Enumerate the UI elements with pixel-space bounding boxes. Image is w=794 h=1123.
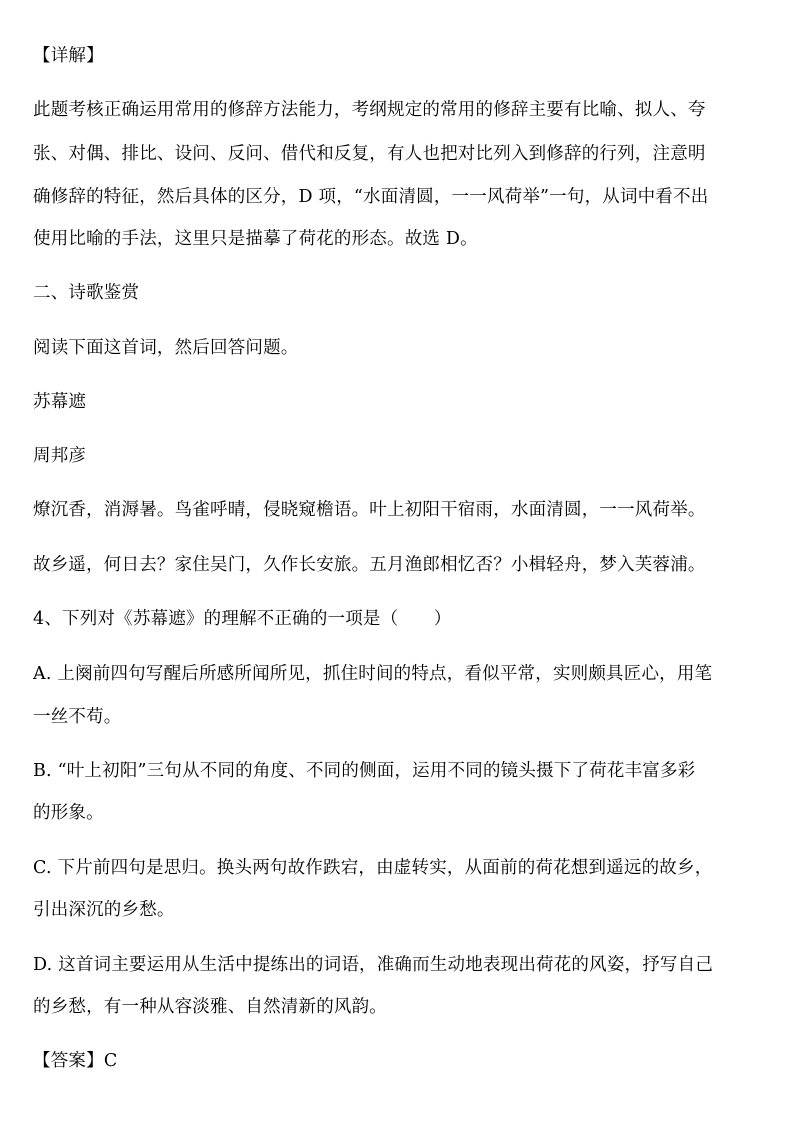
option-a-line2: 一丝不苟。: [33, 707, 122, 727]
option-a-line1: A. 上阕前四句写醒后所感所闻所见，抓住时间的特点，看似平常，实则颇具匠心，用笔: [33, 664, 713, 684]
poem-author: 周邦彦: [33, 446, 87, 466]
explanation-line: 此题考核正确运用常用的修辞方法能力，考纲规定的常用的修辞主要有比喻、拟人、夸: [33, 100, 706, 120]
poem-title: 苏幕遮: [33, 392, 87, 412]
answer-label: 【答案】: [33, 1051, 104, 1071]
instruction-text: 阅读下面这首词，然后回答问题。: [33, 338, 299, 358]
option-c-line1: C. 下片前四句是思归。换头两句故作跌宕，由虚转实，从面前的荷花想到遥远的故乡，: [33, 858, 713, 878]
option-c-line2: 引出深沉的乡愁。: [33, 900, 175, 920]
explanation-header: 【详解】: [33, 46, 104, 66]
option-b-line1: B. “叶上初阳”三句从不同的角度、不同的侧面，运用不同的镜头摄下了荷花丰富多彩: [33, 761, 696, 781]
explanation-line: 使用比喻的手法，这里只是描摹了荷花的形态。故选 D。: [33, 229, 478, 249]
option-d-line1: D. 这首词主要运用从生活中提练出的词语，准确而生动地表现出荷花的风姿，抒写自己: [33, 955, 714, 975]
question-text: 4、下列对《苏幕遮》的理解不正确的一项是（ ）: [33, 609, 452, 629]
section-title: 二、诗歌鉴赏: [33, 283, 140, 303]
explanation-line: 确修辞的特征，然后具体的区分，D 项，“水面清圆，一一风荷举”一句，从词中看不出: [33, 187, 709, 207]
option-b-line2: 的形象。: [33, 803, 104, 823]
poem-line: 燎沉香，消溽暑。鸟雀呼晴，侵晓窥檐语。叶上初阳干宿雨，水面清圆，一一风荷举。: [33, 500, 706, 520]
answer-line: [33, 1049, 770, 1073]
explanation-line: 张、对偶、排比、设问、反问、借代和反复，有人也把对比列入到修辞的行列，注意明: [33, 144, 706, 164]
option-d-line2: 的乡愁，有一种从容淡雅、自然清新的风韵。: [33, 997, 387, 1017]
answer-value: C: [103, 1051, 118, 1071]
poem-line: 故乡遥，何日去？家住吴门，久作长安旅。五月渔郎相忆否？小楫轻舟，梦入芙蓉浦。: [33, 555, 706, 575]
